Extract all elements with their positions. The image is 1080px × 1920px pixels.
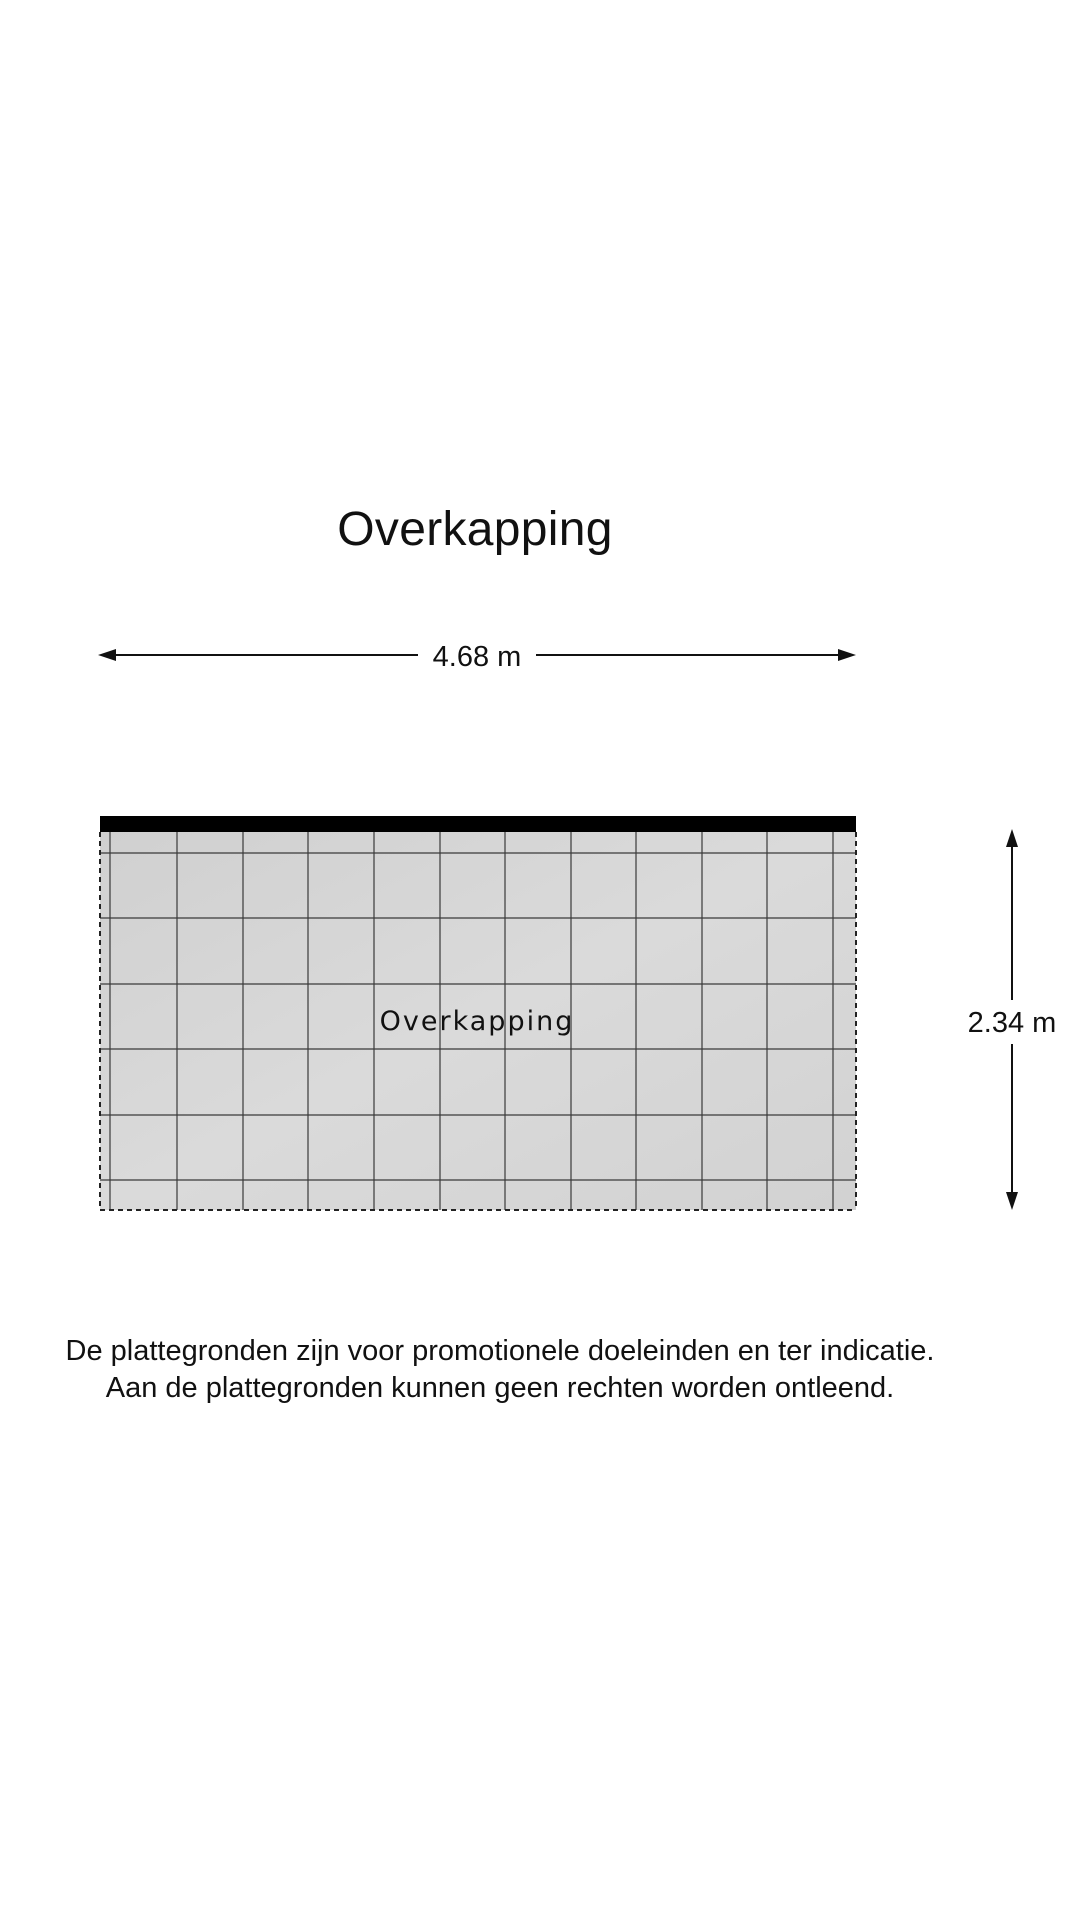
disclaimer-line-1: De plattegronden zijn voor promotionele doeleinden en ter indicatie. (65, 1335, 935, 1367)
arrow-left-icon (98, 649, 116, 661)
wall-top (100, 816, 856, 832)
width-dimension (98, 641, 856, 673)
disclaimer (0, 1333, 1000, 1407)
width-dimension-label: 4.68 m (432, 641, 522, 673)
room-label: Overkapping (379, 1006, 575, 1037)
arrow-up-icon (1006, 829, 1018, 847)
arrow-down-icon (1006, 1192, 1018, 1210)
room-overkapping (100, 816, 856, 1210)
depth-dimension (968, 829, 1057, 1210)
floor-title: Overkapping (337, 503, 613, 556)
disclaimer-line-2: Aan de plattegronden kunnen geen rechten worden ontleend. (105, 1372, 895, 1404)
depth-dimension-label: 2.34 m (967, 1007, 1057, 1039)
arrow-right-icon (838, 649, 856, 661)
